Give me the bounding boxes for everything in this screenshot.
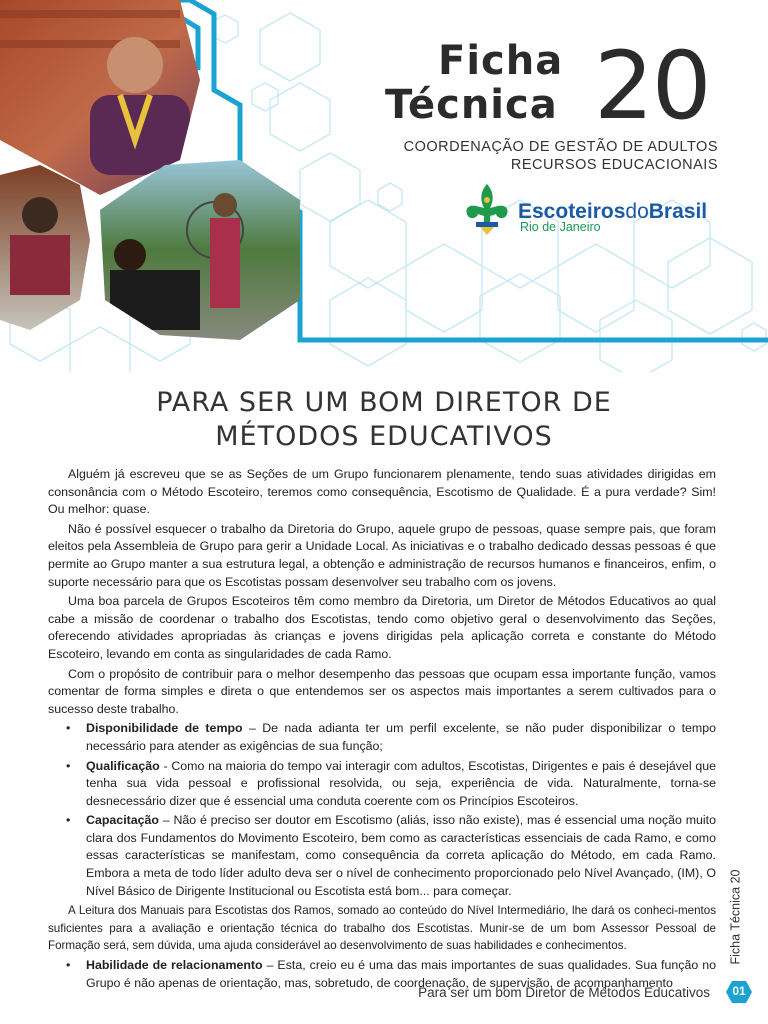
list-item: • Capacitação – Não é preciso ser doutor em Escotismo (aliás, isso não existe), mas é essencial uma noção muito clara dos Fundamentos do Movimento Escoteiro, bem como as características essenciais de cada Ramo, e como essas características se manifestam, como consequência da correta aplicação do Método, em cada Ramo. Embora a meta de todo líder adulto deva ser o nível de conhecimento proporcionado pelo Nível Avançado, (IM), O Nível Básico de Dirigente Institucional ou Escotista está bom... para começar. xyxy=(86,812,716,900)
paragraph: Uma boa parcela de Grupos Escoteiros têm como membro da Diretoria, um Diretor de Métodos Educativos ao qual cabe a missão de coordenar o trabalho dos Escotistas, tendo como objetivo geral o desenvolvimento das Seções, oferecendo atividades apropriadas às crianças e jovens dirigidas pela aplicação correta e constante do Método Escoteiro, levando em conta as singularidades de cada Ramo. xyxy=(48,594,716,661)
photo-scouts-group xyxy=(0,160,95,335)
side-label: Ficha Técnica 20 xyxy=(728,869,743,965)
logo-name: EscoteirosdoBrasil xyxy=(518,200,708,223)
page-number-badge xyxy=(726,981,752,1003)
title-block xyxy=(380,32,740,141)
fleur-de-lis-icon xyxy=(462,182,512,236)
paragraph: Com o propósito de contribuir para o melhor desempenho das pessoas que ocupam essa importante função, vamos comentar de forma simples e direta o que entendemos ser os aspectos mais importantes a serem cultivados para o sucesso deste trabalho. xyxy=(48,666,716,716)
list-item: • Disponibilidade de tempo – De nada adianta ter um perfil excelente, se não puder disponibilizar o tempo necessário para atender as exigências de sua função; xyxy=(86,720,716,755)
subtitle-resources: RECURSOS EDUCACIONAIS xyxy=(510,157,718,173)
bullet-list xyxy=(48,720,716,900)
article-title: PARA SER UM BOM DIRETOR DE MÉTODOS EDUCATIVOS xyxy=(156,387,612,452)
escoteiros-logo xyxy=(462,182,732,240)
subtitle-coordination: COORDENAÇÃO DE GESTÃO DE ADULTOS xyxy=(403,139,718,155)
article-body xyxy=(48,466,716,994)
paragraph: A Leitura dos Manuais para Escotistas dos Ramos, somado ao conteúdo do Nível Intermediário, lhe dará os conheci-mentos suficientes para a avaliação e orientação técnica do trabalho dos Escotistas. Munir-se de um bom Assessor Pessoal de Formação será, sem dúvida, uma ajuda considerável ao desenvolvimento de suas habilidades e conhecimentos. xyxy=(48,904,716,953)
list-item: • Habilidade de relacionamento – Esta, creio eu é uma das mais importantes de suas qualidades. Sua função no Grupo é não apenas de orientação, mas, sobretudo, de coordenação, de supervisão, de acompanhamento xyxy=(86,957,716,992)
logo-region: Rio de Janeiro xyxy=(520,220,601,234)
sheet-number: 20 xyxy=(594,32,710,141)
paragraph: Alguém já escreveu que se as Seções de um Grupo funcionarem plenamente, tendo suas atividades dirigidas em consonância com o Método Escoteiro, teremos como consequência, Escotismo de Qualidade. É a pura verdade? Sim! Ou melhor: quase. xyxy=(48,467,716,517)
paragraph: Não é possível esquecer o trabalho da Diretoria do Grupo, aquele grupo de pessoas, quase sempre pais, que foram eleitos pela Assembleia de Grupo para gerir a Unidade Local. As iniciativas e o trabalho dedicado dessas pessoas é que permite ao Grupo manter a sua estrutura legal, a obtenção e administração de recursos humanos e financeiros, enfim, o suporte necessário para que os Escotistas possam desenvolver seu trabalho com os jovens. xyxy=(48,521,716,589)
page-number: 01 xyxy=(732,984,746,998)
photo-scouts-activity xyxy=(95,155,305,345)
footer-title: Para ser um bom Diretor de Métodos Educativos xyxy=(418,985,710,1000)
header xyxy=(0,0,768,372)
list-item: • Qualificação - Como na maioria do tempo vai interagir com adultos, Escotistas, Dirigentes e pais é desejável que tenha sua vida pessoal e profissional resolvida, ou seja, experiência de vida. Naturalmente, torna-se desnecessário dizer que é essencial uma conduta coerente com os Princípios Escoteiros. xyxy=(86,758,716,811)
title-ficha: Ficha xyxy=(438,38,564,84)
title-tecnica: Técnica xyxy=(385,82,558,128)
